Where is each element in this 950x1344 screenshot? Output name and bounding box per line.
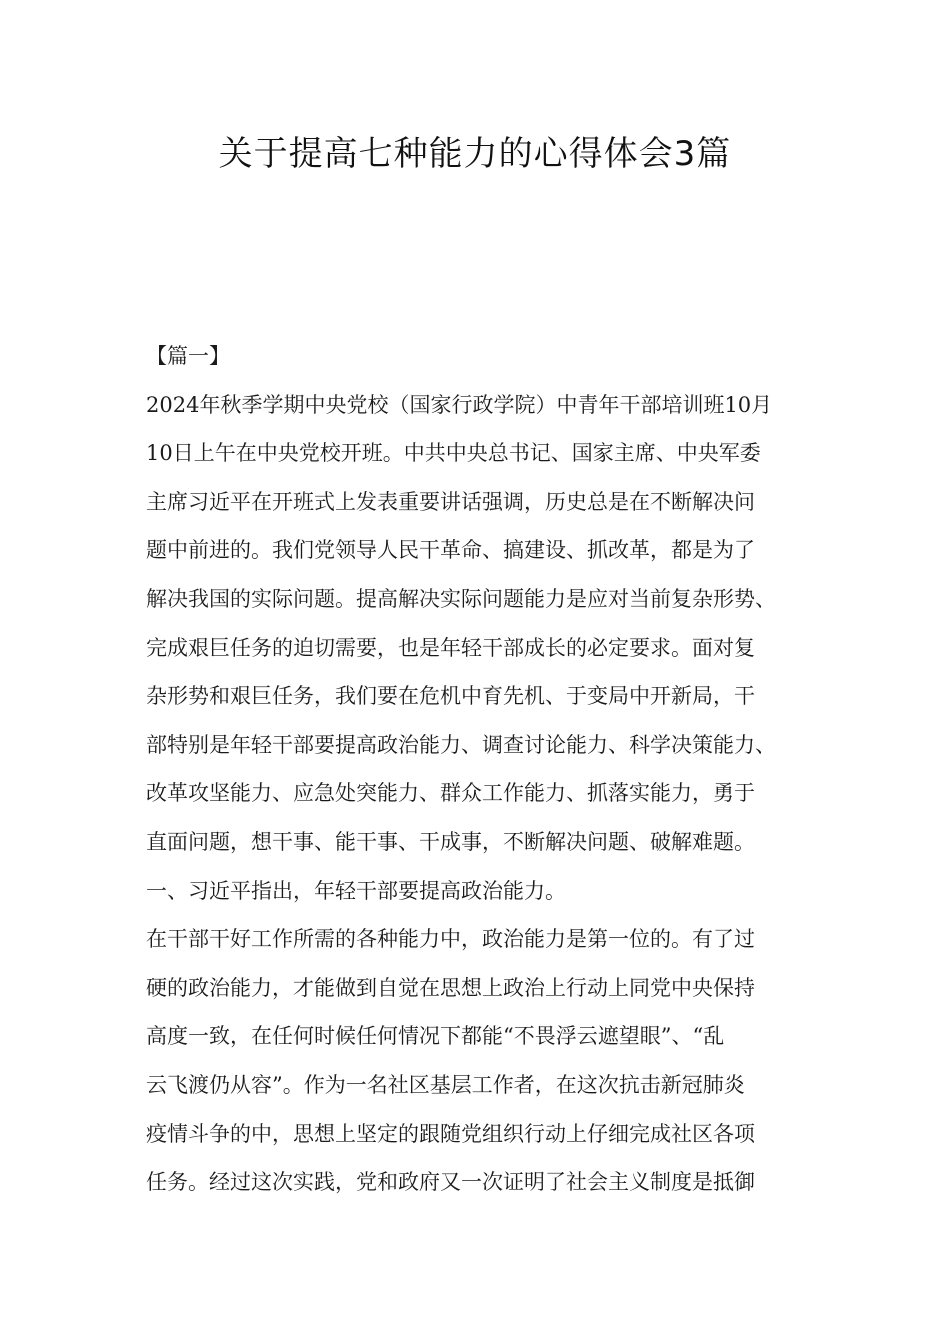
- section-heading: 一、习近平指出，年轻干部要提高政治能力。: [146, 878, 566, 903]
- document-body: [146, 332, 836, 1207]
- paragraph-line: 10日上午在中央党校开班。中共中央总书记、国家主席、中央军委: [146, 441, 761, 466]
- paragraph-line: 杂形势和艰巨任务，我们要在危机中育先机、于变局中开新局，干: [146, 684, 755, 709]
- paragraph-line: 部特别是年轻干部要提高政治能力、调查讨论能力、科学决策能力、: [146, 732, 776, 757]
- paragraph-line: 在干部干好工作所需的各种能力中，政治能力是第一位的。有了过: [146, 927, 755, 952]
- paragraph-line: 直面问题，想干事、能干事、干成事，不断解决问题、破解难题。: [146, 829, 755, 854]
- paragraph-line: 2024年秋季学期中央党校（国家行政学院）中青年干部培训班10月: [146, 392, 773, 417]
- paragraph-line: 题中前进的。我们党领导人民干革命、搞建设、抓改革，都是为了: [146, 538, 755, 563]
- paragraph-line: 云飞渡仍从容”。作为一名社区基层工作者，在这次抗击新冠肺炎: [146, 1072, 745, 1097]
- paragraph-line: 高度一致，在任何时候任何情况下都能“不畏浮云遮望眼”、“乱: [146, 1024, 725, 1049]
- paragraph-line: 疫情斗争的中，思想上坚定的跟随党组织行动上仔细完成社区各项: [146, 1121, 755, 1146]
- paragraph-line: 硬的政治能力，才能做到自觉在思想上政治上行动上同党中央保持: [146, 975, 755, 1000]
- paragraph-line: 解决我国的实际问题。提高解决实际问题能力是应对当前复杂形势、: [146, 586, 776, 611]
- document-title: 关于提高七种能力的心得体会3篇: [218, 134, 732, 174]
- paragraph-line: 完成艰巨任务的迫切需要，也是年轻干部成长的必定要求。面对复: [146, 635, 755, 660]
- paragraph-line: 任务。经过这次实践，党和政府又一次证明了社会主义制度是抵御: [146, 1170, 755, 1195]
- section-label: 【篇一】: [146, 344, 230, 368]
- paragraph-line: 主席习近平在开班式上发表重要讲话强调，历史总是在不断解决问: [146, 489, 755, 514]
- paragraph-line: 改革攻坚能力、应急处突能力、群众工作能力、抓落实能力，勇于: [146, 781, 755, 806]
